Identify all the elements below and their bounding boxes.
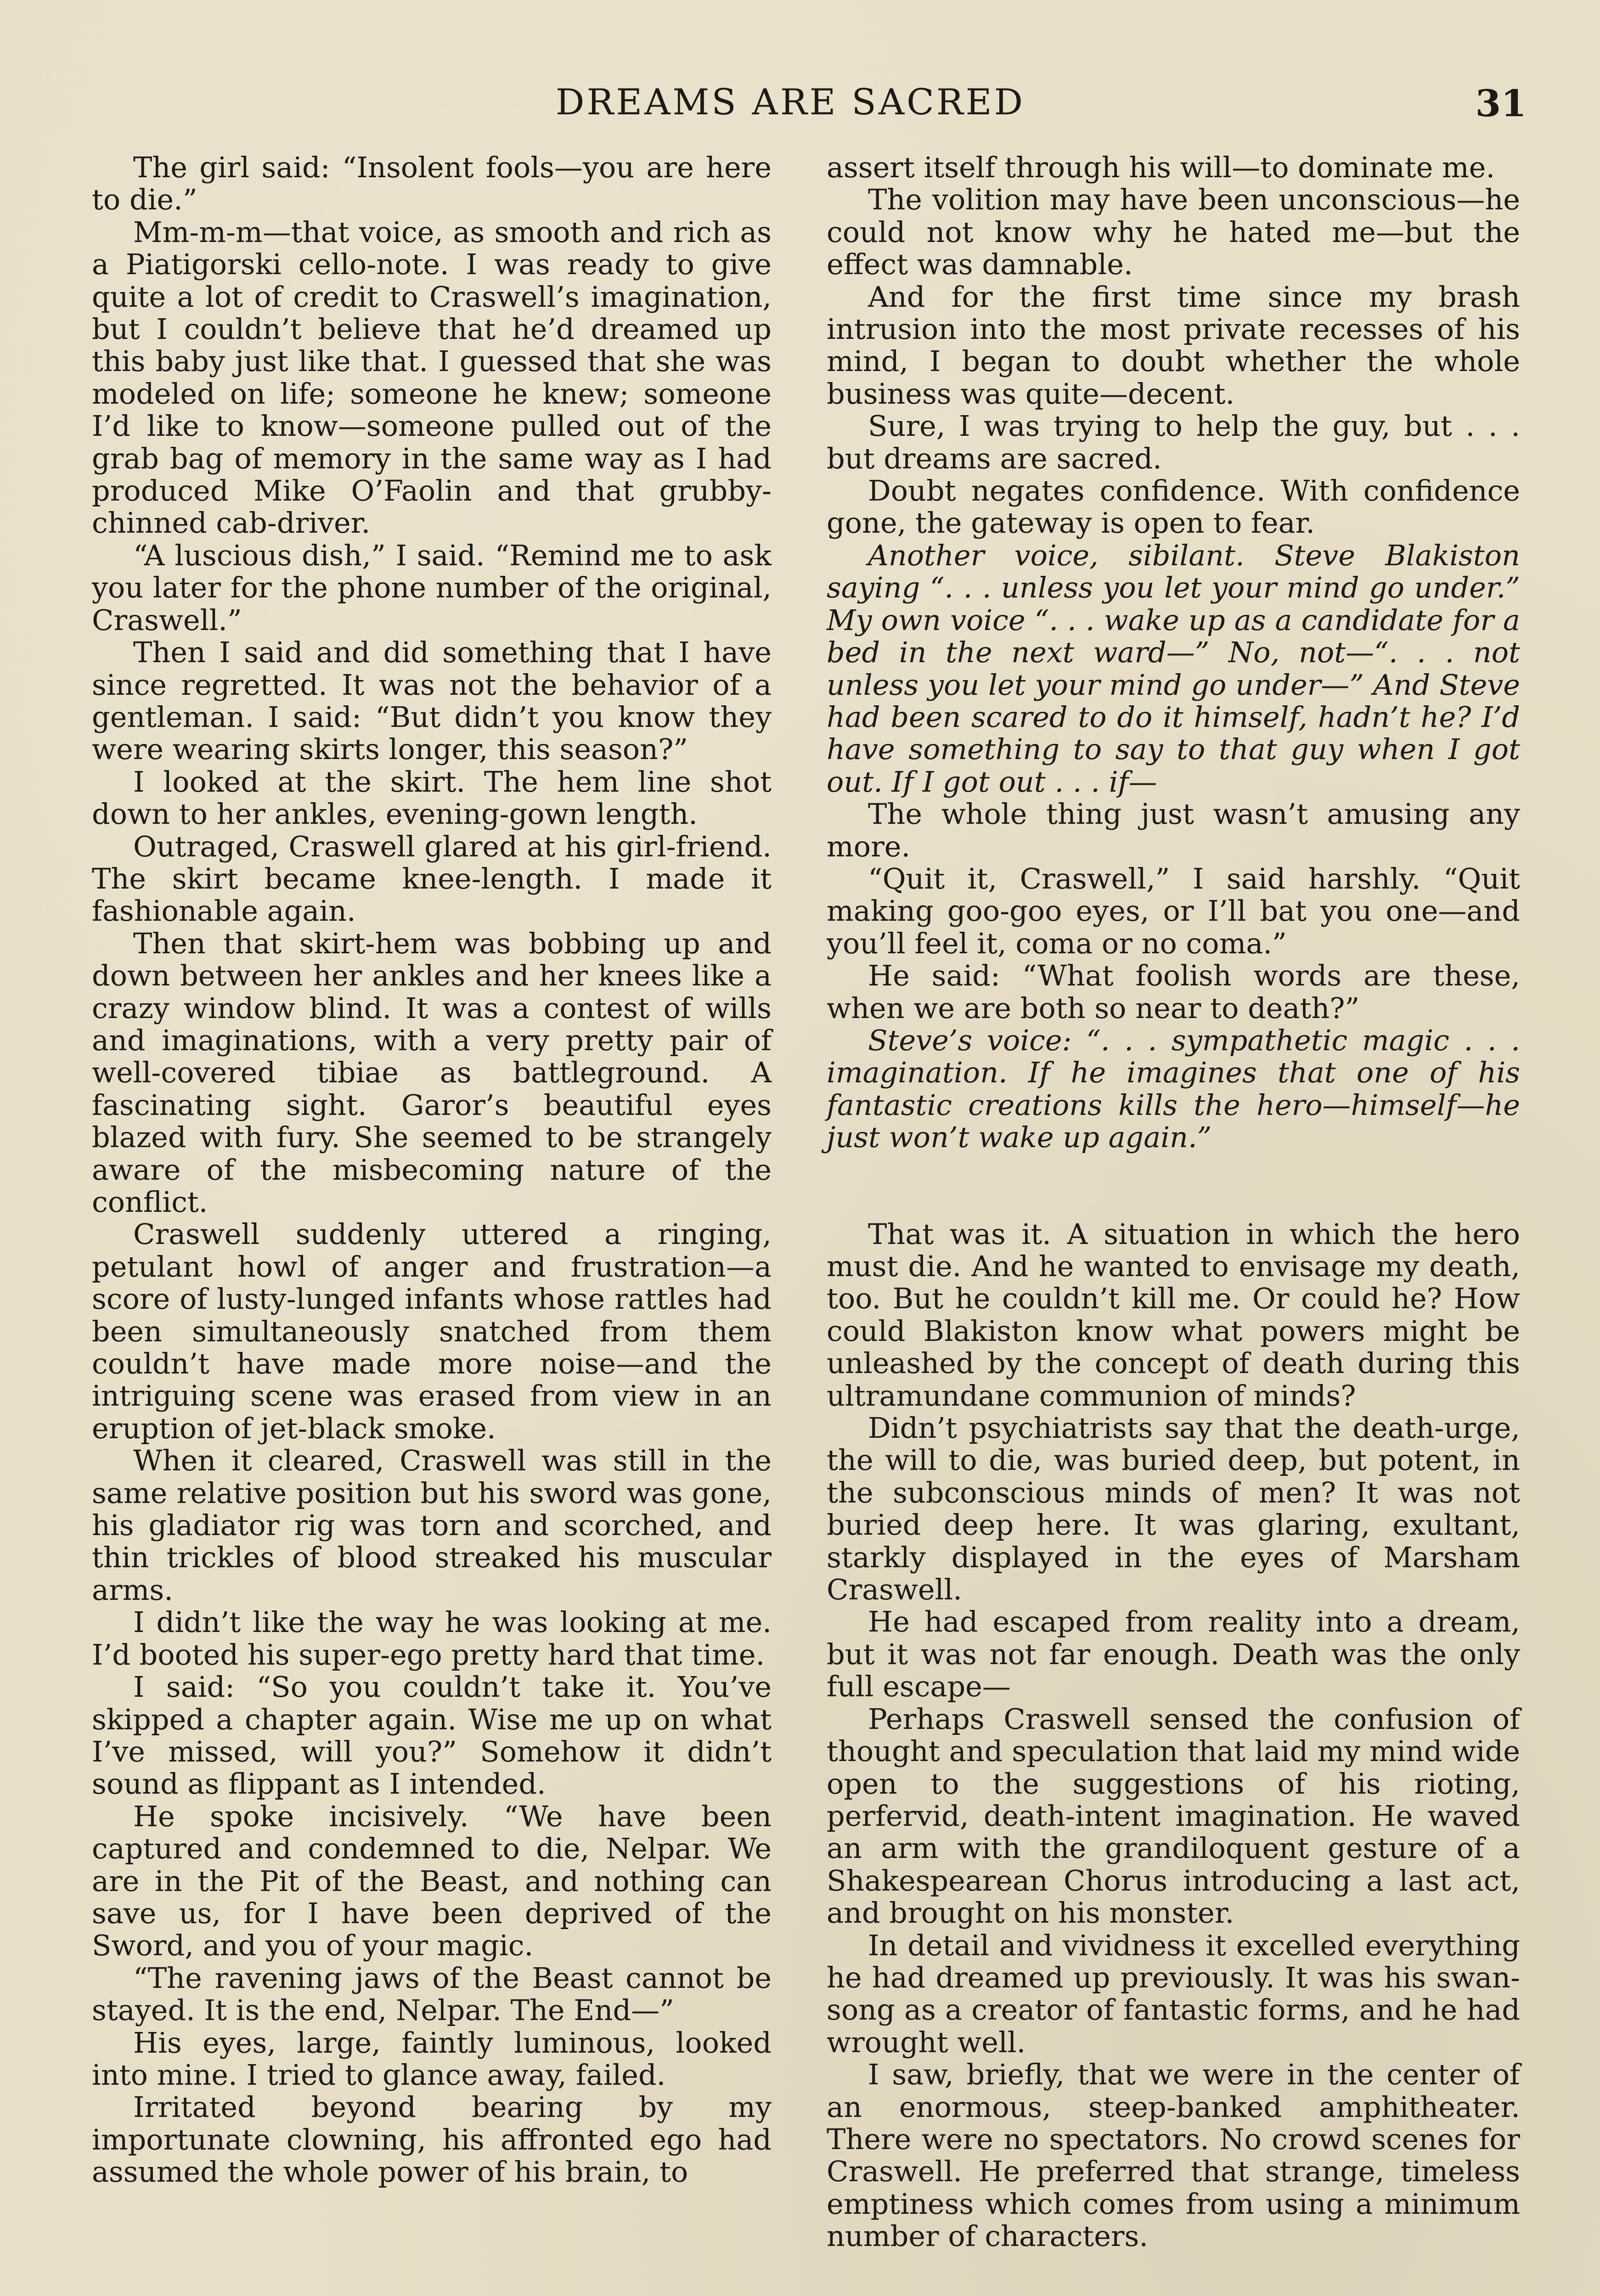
paragraph: The girl said: “Insolent fools—you are here to die.” (92, 151, 772, 217)
page-header (0, 82, 1600, 137)
paragraph: I said: “So you couldn’t take it. You’ve skipped a chapter again. Wise me up on what I’ve missed, will you?” Somehow it didn’t sound as flippant as I intended. (92, 1670, 772, 1801)
page-number: 31 (1475, 82, 1527, 125)
paragraph: That was it. A situation in which the hero must die. And he wanted to envisage my death, too. But he couldn’t kill me. Or could he? How could Blakiston know what powers might be unleashed by the concept of death during this ultramundane communion of minds? (827, 1217, 1520, 1412)
paragraph: I didn’t like the way he was looking at me. I’d booted his super-ego pretty hard that time. (92, 1605, 772, 1671)
paragraph: The whole thing just wasn’t amusing any more. (827, 797, 1520, 863)
paragraph: He had escaped from reality into a dream, but it was not far enough. Death was the only full escape— (827, 1605, 1520, 1704)
right-text-column (827, 152, 1520, 2253)
running-title: DREAMS ARE SACRED (556, 82, 1025, 123)
paragraph: Sure, I was trying to help the guy, but . . . but dreams are sacred. (827, 409, 1520, 475)
paragraph-continued: assert itself through his will—to dominate me. (827, 151, 1495, 184)
paragraph: Mm-m-m—that voice, as smooth and rich as a Piatigorski cello-note. I was ready to give quite a lot of credit to Craswell’s imagination, but I couldn’t believe that he’d dreamed up this baby just like that. I guessed that she was modeled on life; someone he knew; someone I’d like to know—someone pulled out of the grab bag of memory in the same way as I had produced Mike O’Faolin and that grubby-chinned cab-driver. (92, 215, 772, 540)
paragraph: Craswell suddenly uttered a ringing, petulant howl of anger and frustration—a score of lusty-lunged infants whose rattles had been simultaneously snatched from them couldn’t have made more noise—and the intriguing scene was erased from view in an eruption of jet-black smoke. (92, 1217, 772, 1445)
paragraph: “The ravening jaws of the Beast cannot be stayed. It is the end, Nelpar. The End—” (92, 1961, 772, 2027)
paragraph: His eyes, large, faintly luminous, looked into mine. I tried to glance away, failed. (92, 2026, 772, 2092)
paragraph: Irritated beyond bearing by my importunate clowning, his affronted ego had assumed the whole power of his brain, to (92, 2090, 772, 2189)
paragraph: And for the first time since my brash intrusion into the most private recesses of his mind, I began to doubt whether the whole business was quite—decent. (827, 280, 1520, 411)
italic-paragraph: Steve’s voice: “. . . sympathetic magic . . . imagination. If he imagines that one of his fantastic creations kills the hero—himself—he just won’t wake up again.” (827, 1023, 1520, 1154)
paragraph: I saw, briefly, that we were in the center of an enormous, steep-banked amphitheater. There were no spectators. No crowd scenes for Craswell. He preferred that strange, timeless emptiness which comes from using a minimum number of characters. (827, 2058, 1520, 2253)
paragraph: In detail and vividness it excelled everything he had dreamed up previously. It was his swan-song as a creator of fantastic forms, and he had wrought well. (827, 1928, 1520, 2059)
paragraph: The volition may have been unconscious—he could not know why he hated me—but the effect was damnable. (827, 183, 1520, 281)
paragraph: He spoke incisively. “We have been captured and condemned to die, Nelpar. We are in the Pit of the Beast, and nothing can save us, for I have been deprived of the Sword, and you of your magic. (92, 1799, 772, 1963)
paragraph: When it cleared, Craswell was still in the same relative position but his sword was gone, his gladiator rig was torn and scorched, and thin trickles of blood streaked his muscular arms. (92, 1444, 772, 1607)
paragraph: Then that skirt-hem was bobbing up and down between her ankles and her knees like a crazy window blind. It was a contest of wills and imaginations, with a very pretty pair of well-covered tibiae as battleground. A fascinating sight. Garor’s beautiful eyes blazed with fury. She seemed to be strangely aware of the misbecoming nature of the conflict. (92, 926, 772, 1219)
paragraph: Outraged, Craswell glared at his girl-friend. The skirt became knee-length. I made it fashionable again. (92, 829, 772, 928)
paragraph: “A luscious dish,” I said. “Remind me to ask you later for the phone number of the original, Craswell.” (92, 538, 772, 637)
left-text-column (92, 152, 772, 2189)
paragraph: Perhaps Craswell sensed the confusion of thought and speculation that laid my mind wide open to the suggestions of his rioting, perfervid, death-intent imagination. He waved an arm with the grandiloquent gesture of a Shakespearean Chorus introducing a last act, and brought on his monster. (827, 1702, 1520, 1930)
paragraph: Doubt negates confidence. With confidence gone, the gateway is open to fear. (827, 474, 1520, 540)
italic-paragraph: Another voice, sibilant. Steve Blakiston saying “. . . unless you let your mind go under.” My own voice “. . . wake up as a candidate for a bed in the next ward—” No, not—“. . . not unless you let your mind go under—” And Steve had been scared to do it himself, hadn’t he? I’d have something to say to that guy when I got out. If I got out . . . if— (827, 538, 1520, 799)
paragraph: Didn’t psychiatrists say that the death-urge, the will to die, was buried deep, but potent, in the subconscious minds of men? It was not buried deep here. It was glaring, exultant, starkly displayed in the eyes of Marsham Craswell. (827, 1411, 1520, 1607)
paragraph: He said: “What foolish words are these, when we are both so near to death?” (827, 959, 1520, 1025)
paragraph: Then I said and did something that I have since regretted. It was not the behavior of a gentleman. I said: “But didn’t you know they were wearing skirts longer, this season?” (92, 636, 772, 766)
paragraph: I looked at the skirt. The hem line shot down to her ankles, evening-gown length. (92, 765, 772, 831)
paragraph: “Quit it, Craswell,” I said harshly. “Quit making goo-goo eyes, or I’ll bat you one—and you’ll feel it, coma or no coma.” (827, 861, 1520, 960)
